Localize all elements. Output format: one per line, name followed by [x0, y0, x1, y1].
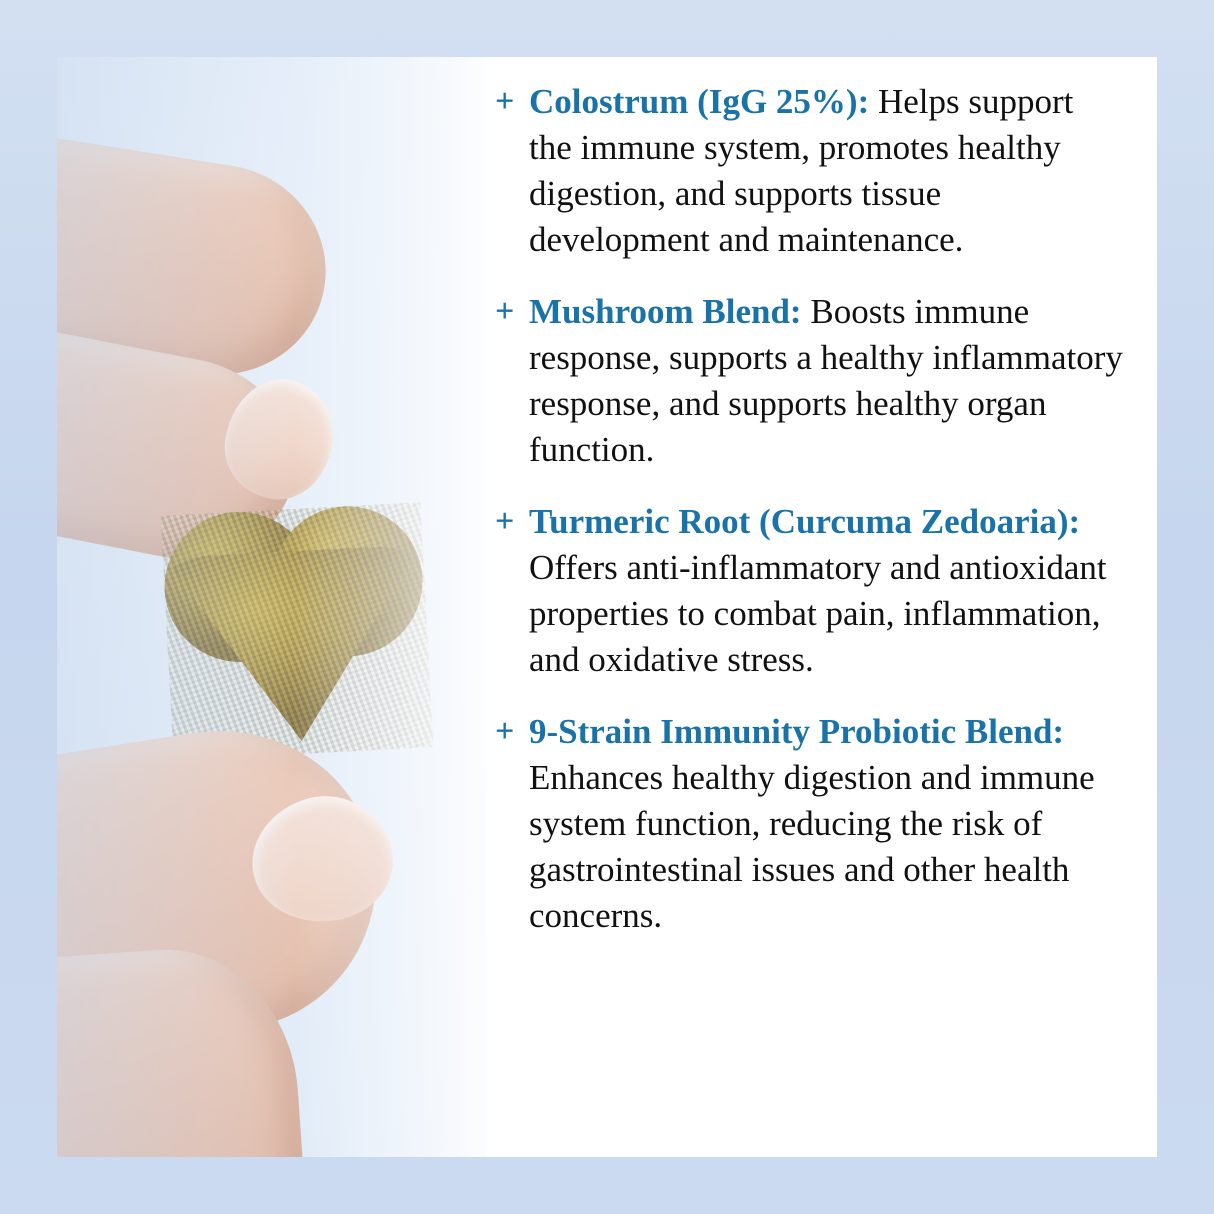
ingredients-panel: [487, 57, 1157, 1157]
plus-icon: +: [495, 83, 515, 120]
bullet-item: [495, 289, 1123, 473]
ingredient-description: Boosts immune response, supports a healthy inflammatory response, and supports healthy organ function.: [529, 292, 1123, 469]
bullet-item: [495, 79, 1123, 263]
bullet-item: [495, 499, 1123, 683]
ingredient-name: Mushroom Blend:: [529, 292, 802, 331]
content-card: [57, 57, 1157, 1157]
photo-fade-overlay: [57, 57, 487, 1157]
ingredient-name: Turmeric Root (Curcuma Zedoaria):: [529, 502, 1081, 541]
plus-icon: +: [495, 713, 515, 750]
ingredient-description: Offers anti-inflammatory and antioxidant properties to combat pain, inflammation, and oxidative stress.: [529, 548, 1107, 679]
ingredient-description: Enhances healthy digestion and immune system function, reducing the risk of gastrointestinal issues and other health concerns.: [529, 758, 1095, 935]
bullet-text: [529, 499, 1123, 683]
bullet-text: [529, 709, 1123, 939]
bullet-item: [495, 709, 1123, 939]
ingredient-description: Helps support the immune system, promotes healthy digestion, and supports tissue development and maintenance.: [529, 82, 1074, 259]
product-photo: [57, 57, 487, 1157]
plus-icon: +: [495, 293, 515, 330]
bullet-text: [529, 289, 1123, 473]
ingredient-name: 9-Strain Immunity Probiotic Blend:: [529, 712, 1065, 751]
plus-icon: +: [495, 503, 515, 540]
ingredient-name: Colostrum (IgG 25%):: [529, 82, 870, 121]
bullet-text: [529, 79, 1123, 263]
